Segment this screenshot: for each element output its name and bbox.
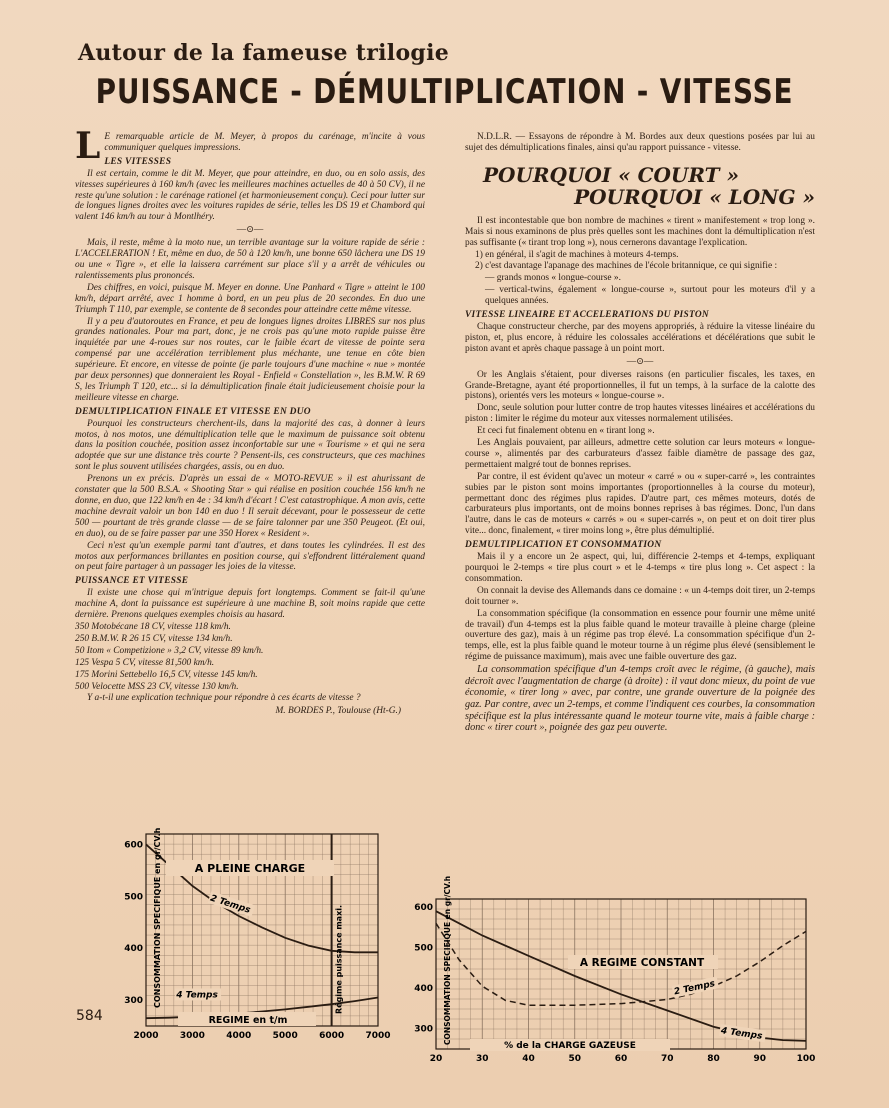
paragraph: Ceci n'est qu'un exemple parmi tant d'autres, et dans toutes les cylindrées. Il est des motos aux performances brillantes en position course, qui s'effondrent littéralement quand on peut faire partager à un passager les joies de la vitesse. (75, 540, 425, 573)
y-tick-label: 400 (124, 944, 143, 955)
paragraph: La consommation spécifique (la consommation en essence pour fournir une même unité de travail) d'un 4-temps est la plus faible quand le moteur travaille à pleine charge (pleine ouverture des gaz), mais à un régime pas trop élevé. La consommation spécifique d'un 2-temps, elle, est la plus faible quand le moteur tourne à un régime plus élevé (sensiblement le régime de puissance maximum), mais avec une faible ouverture des gaz. (465, 608, 815, 663)
reasons-list (465, 250, 815, 308)
paragraph: Il est incontestable que bon nombre de machines « tirent » manifestement « trop long ». Mais si nous examinons de plus près quelles sont les machines dont la démultiplication n'est pas suffisante (« tirant trop long »), nous cernerons davantage l'explication. (465, 215, 815, 248)
paragraph: Prenons un ex précis. D'après un essai de « MOTO-REVUE » il est ahurissant de constater que la 500 B.S.A. « Shooting Star » qui réalise en position couchée 156 km/h ne donne, en duo, que 122 km/h en 4e : 34 km/h d'écart ! C'est catastrophique. A mon avis, cette machine devrait valoir un bon 140 en duo ! Il serait décevant, pour le possesseur de cette 500 — pourtant de très grande classe — de se faire talonner par une 350 Peugeot. (Et oui, en duo), ou de se faire passer par une 350 Horex « Resident ». (75, 474, 425, 539)
series-label: 4 Temps (720, 1026, 763, 1042)
separator: —⊙— (626, 356, 654, 367)
list-item: 1) en général, il s'agit de machines à moteurs 4-temps. (475, 249, 679, 260)
paragraph: Y a-t-il une explication technique pour répondre à ces écarts de vitesse ? (87, 693, 361, 704)
y-tick-label: 300 (414, 1024, 433, 1035)
section-title-consommation: DEMULTIPLICATION ET CONSOMMATION (465, 540, 662, 551)
separator: —⊙— (236, 225, 264, 236)
chart2-title: A REGIME CONSTANT (579, 957, 705, 969)
x-tick-label: 80 (707, 1054, 720, 1064)
left-column (75, 125, 425, 717)
series-label: 4 Temps (176, 990, 218, 1001)
x-tick-label: 100 (796, 1054, 816, 1064)
x-tick-label: 50 (568, 1054, 582, 1064)
x-tick-label: 4000 (226, 1031, 252, 1041)
paragraph: Il existe une chose qui m'intrigue depuis fort longtemps. Comment se fait-il qu'une machine A, dont la puissance est supérieure à une machine B, soit moins rapide que cette dernière. Prenons quelques exemples choisis au hasard. (75, 588, 425, 621)
list-item: 50 Itom « Competizione » 3,2 CV, vitesse 89 km/h. (75, 645, 264, 656)
paragraph: Des chiffres, en voici, puisque M. Meyer en donne. Une Panhard « Tigre » atteint le 100 km/h, départ arrêté, avec 1 homme à bord, en un peu plus de 20 secondes. En duo une Triumph T 110, par exemple, se contente de 8 secondes pour atteindre cette même vitesse. (75, 282, 425, 315)
paragraph: Chaque constructeur cherche, par des moyens appropriés, à réduire la vitesse linéaire du piston, et, plus encore, à réduire les colossales accélérations et décélérations que subit le piston avant et après chaque passage à un point mort. (465, 321, 815, 354)
machine-list (75, 622, 425, 692)
x-tick-label: 2000 (133, 1031, 159, 1041)
signature: M. BORDES P., Toulouse (Ht-G.) (275, 706, 401, 717)
x-tick-label: 6000 (319, 1031, 345, 1041)
x-tick-label: 60 (614, 1054, 628, 1064)
headline: PUISSANCE - DÉMULTIPLICATION - VITESSE (95, 72, 794, 112)
right-column (465, 132, 815, 735)
big-title (465, 164, 815, 208)
kicker-title: Autour de la fameuse trilogie (78, 40, 450, 66)
section-title-demultiplication: DEMULTIPLICATION FINALE ET VITESSE EN DUO (75, 406, 311, 417)
chart2-xlabel: % de la CHARGE GAZEUSE (504, 1041, 636, 1051)
ndlr-paragraph: N.D.L.R. — Essayons de répondre à M. Bordes aux deux questions posées par lui au sujet des démultiplications finales, ainsi qu'au rapport puissance - vitesse. (465, 132, 815, 153)
list-item: 350 Motobécane 18 CV, vitesse 118 km/h. (75, 621, 231, 632)
paragraph: Donc, seule solution pour lutter contre de trop hautes vitesses linéaires et accélérations du piston : limiter le régime du moteur aux vitesses normalement utilisées. (465, 403, 815, 425)
intro-paragraph: L E remarquable article de M. Meyer, à propos du carénage, m'incite à vous communiquer quelques impressions. (75, 125, 425, 167)
y-tick-label: 400 (414, 984, 433, 995)
paragraph: Il y a peu d'autoroutes en France, et peu de longues lignes droites LIBRES sur nos plus grandes nationales. Pour ma part, donc, je ne crois pas qu'une moto rapide puisse être inquiétée par une 4-roues sur nos routes, car le faible écart de vitesse de pointe sera compensé par une accélération terriblement plus méchante, une tenue en côte bien supérieure. Et encore, en vitesse de pointe (je parle toujours d'une machine « nue » montée par deux personnes) que donneraient les Royal - Enfield « Constellation », les B.M.W. R 69 S, les Triumph T 120, etc... si la démultiplication finale était judicieusement choisie pour la meilleure vitesse en charge. (75, 316, 425, 403)
x-tick-label: 70 (660, 1054, 674, 1064)
chart2-grid (436, 899, 806, 1049)
list-item: — grands monos « longue-course ». (485, 273, 621, 284)
x-tick-label: 40 (522, 1054, 535, 1064)
paragraph: Or les Anglais s'étaient, pour diverses raisons (en particulier fiscales, les taxes, en Grande-Bretagne, ayant été proportionnelles, il fut un temps, à la surface de la calotte des pistons), orientés vers les moteurs « longue-course ». (465, 369, 815, 402)
caption-paragraph: La consommation spécifique d'un 4-temps croît avec le régime, (à gauche), mais décroît avec l'augmentation de charge (à droite) : il vaut donc mieux, du point de vue économie, « tirer long » avec, par contre, une grande ouverture de la poignée des gaz. Par contre, avec un 2-temps, et comme l'indiquent ces courbes, la consommation spécifique est la plus intéressante quand le moteur tourne vite, mais à faible charge : donc « tirer court », poignée des gaz peu ouverte. (465, 664, 815, 734)
chart1-ylabel: CONSOMMATION SPECIFIQUE en gr/CV.h (153, 827, 162, 1008)
x-tick-label: 20 (429, 1054, 443, 1064)
big-title-line-2: POURQUOI « LONG » (574, 184, 815, 209)
y-tick-label: 600 (124, 840, 143, 851)
list-item: 500 Velocette MSS 23 CV, vitesse 130 km/h. (75, 681, 239, 692)
x-tick-label: 5000 (272, 1031, 298, 1041)
list-item: 2) c'est davantage l'apanage des machines de l'école britannique, ce qui signifie : (475, 261, 778, 272)
x-tick-label: 3000 (179, 1031, 205, 1041)
chart-pleine-charge (118, 826, 390, 1058)
list-item: 250 B.M.W. R 26 15 CV, vitesse 134 km/h. (75, 633, 233, 644)
series-label: 2 Temps (208, 893, 252, 916)
x-tick-label: 90 (753, 1054, 767, 1064)
list-item: 175 Morini Settebello 16,5 CV, vitesse 145 km/h. (75, 669, 258, 680)
drop-cap: L (75, 125, 101, 167)
section-title-vitesses: LES VITESSES (104, 156, 172, 167)
y-tick-label: 500 (414, 943, 433, 954)
chart1-marker-label: Régime puissance maxi. (334, 904, 344, 1014)
big-title-line-1: POURQUOI « COURT » (483, 162, 739, 187)
list-item: 125 Vespa 5 CV, vitesse 81,500 km/h. (75, 657, 215, 668)
section-title-puissance: PUISSANCE ET VITESSE (75, 576, 189, 587)
chart2-ylabel: CONSOMMATION SPECIFIQUE en gr/CV.h (443, 875, 452, 1045)
section-title-vitesse-lineaire: VITESSE LINEAIRE ET ACCELERATIONS DU PISTON (465, 310, 709, 321)
chart1-xlabel: REGIME en t/m (208, 1015, 288, 1026)
paragraph: On connait la devise des Allemands dans ce domaine : « un 4-temps doit tirer, un 2-temps doit tourner ». (465, 585, 815, 607)
y-tick-label: 500 (124, 892, 143, 903)
paragraph: Par contre, il est évident qu'avec un moteur « carré » ou « super-carré », les contraintes subies par le piston sont moins importantes (proportionnelles à la course du moteur), permettant donc des régimes plus rapides. D'autre part, ces mêmes moteurs, dotés de carburateurs plus importants, ont de moins bonnes reprises à bas régimes. Donc, l'un dans l'autre, dans le cas de moteurs « carrés » ou « super-carrés », on peut et on doit tirer plus vite... donc, finalement, « tirer moins long », être plus démultiplié. (465, 471, 815, 537)
paragraph: Il est certain, comme le dit M. Meyer, que pour atteindre, en duo, ou en solo assis, des vitesses supérieures à 160 km/h (avec les meilleures machines actuelles de 40 à 50 CV), il ne reste qu'une solution : le carénage rationel (et harmonieusement conçu). Ceci pour lutter sur de longues lignes droites avec les voitures rapides de série, telles les DS 19 et Chambord qui valent 146 km/h au tour à Montlhéry. (75, 168, 425, 223)
y-tick-label: 300 (124, 996, 143, 1007)
y-tick-label: 600 (414, 903, 433, 914)
x-tick-label: 7000 (365, 1031, 391, 1041)
paragraph: Mais il y a encore un 2e aspect, qui, lui, différencie 2-temps et 4-temps, expliquant pourquoi le 2-temps « tire plus court » et le 4-temps « tire plus long ». Cet aspect : la consommation. (465, 552, 815, 584)
series-label: 2 Temps (673, 979, 716, 998)
paragraph: Pourquoi les constructeurs cherchent-ils, dans la majorité des cas, à donner à leurs motos, à nos motos, une démultiplication telle que le maximum de puissance soit obtenu dans la position couchée, position assez inconfortable sur une « Tourisme » et qui ne sera adoptée que sur une distance très courte ? Pensent-ils, ces constructeurs, que ces machines sont le plus souvent utilisées chargées, assis, ou en duo. (75, 418, 425, 473)
list-item: — vertical-twins, également « longue-course », surtout pour les moteurs d'il y a quelques années. (485, 285, 815, 307)
page-number: 584 (76, 1008, 103, 1024)
chart-regime-constant (410, 875, 816, 1073)
paragraph: Les Anglais pouvaient, par ailleurs, admettre cette solution car leurs moteurs « longue-course », alimentés par des carburateurs d'assez faible diamètre de passage des gaz, permettaient malgré tout de bonnes reprises. (465, 438, 815, 470)
chart1-title: A PLEINE CHARGE (194, 862, 306, 875)
paragraph: Et ceci fut finalement obtenu en « tirant long ». (477, 426, 655, 437)
x-tick-label: 30 (475, 1054, 489, 1064)
paragraph: Mais, il reste, même à la moto nue, un terrible avantage sur la voiture rapide de série : L'ACCELERATION ! Et, même en duo, de 50 à 120 km/h, une bonne 650 lâchera une DS 19 ou une « Tigre », et elle la laissera carrément sur place s'il y a arrêt de véhicules ou ralentissements plus prononcés. (75, 238, 425, 281)
